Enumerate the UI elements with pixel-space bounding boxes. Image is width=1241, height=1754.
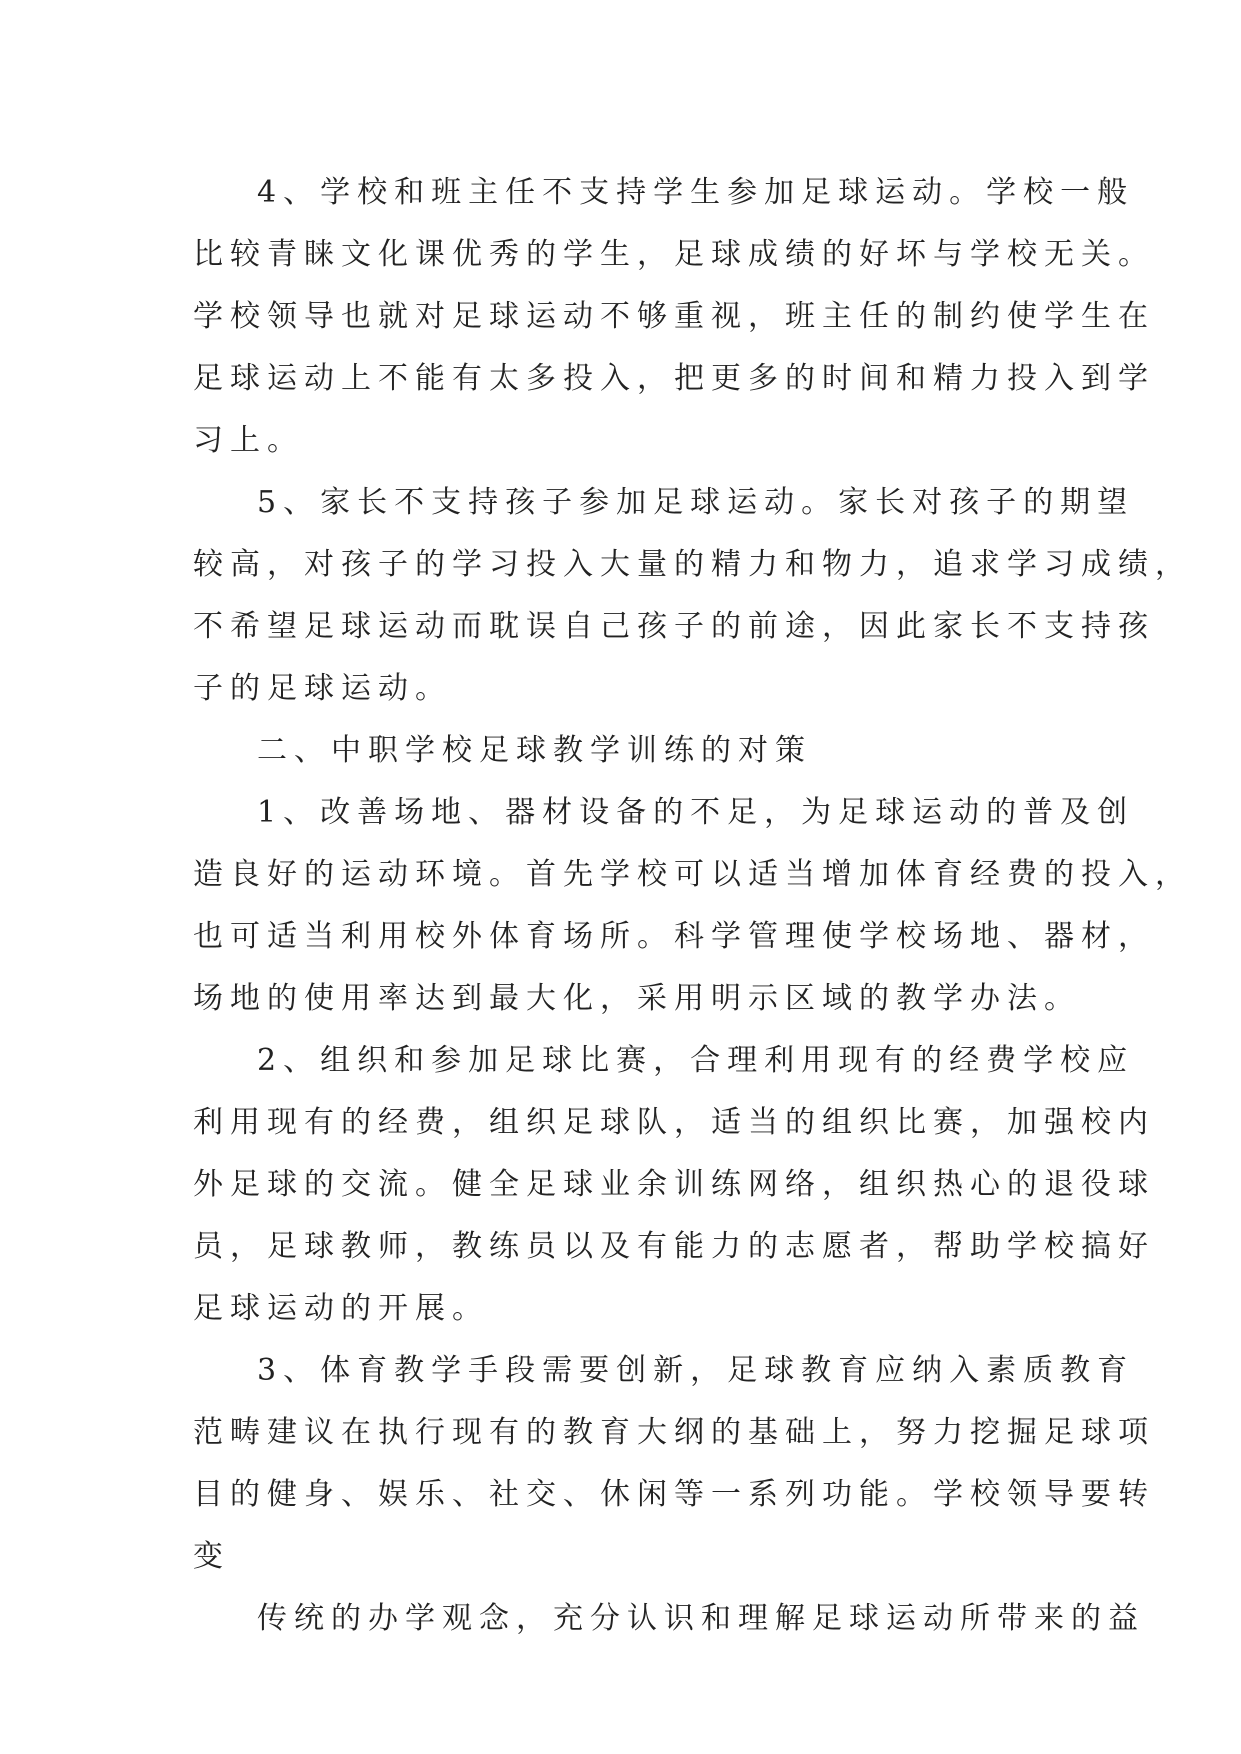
text-line: 子的足球运动。 — [193, 671, 452, 706]
paragraph-parent-support — [193, 472, 1192, 720]
paragraph-school-support — [193, 162, 1155, 472]
text-line: 范畴建议在执行现有的教育大纲的基础上，努力挖掘足球项 — [193, 1415, 1155, 1450]
text-line: 足球运动上不能有太多投入，把更多的时间和精力投入到学 — [193, 361, 1155, 396]
section-heading — [193, 720, 1073, 782]
text-line: 学校领导也就对足球运动不够重视，班主任的制约使学生在 — [193, 299, 1155, 334]
text-line: 也可适当利用校外体育场所。科学管理使学校场地、器材， — [193, 919, 1155, 954]
text-line: 习上。 — [193, 423, 304, 458]
text-line: 5、家长不支持孩子参加足球运动。家长对孩子的期望 — [257, 485, 1135, 520]
heading-text: 二、中职学校足球教学训练的对策 — [257, 733, 812, 768]
text-line: 外足球的交流。健全足球业余训练网络，组织热心的退役球 — [193, 1167, 1155, 1202]
text-line: 不希望足球运动而耽误自己孩子的前途，因此家长不支持孩 — [193, 609, 1155, 644]
text-line: 4、学校和班主任不支持学生参加足球运动。学校一般 — [257, 175, 1135, 210]
text-line: 足球运动的开展。 — [193, 1291, 489, 1326]
text-line: 利用现有的经费，组织足球队，适当的组织比赛，加强校内 — [193, 1105, 1155, 1140]
text-line: 2、组织和参加足球比赛，合理利用现有的经费学校应 — [257, 1043, 1135, 1078]
text-line: 较高，对孩子的学习投入大量的精力和物力，追求学习成绩， — [193, 547, 1192, 582]
text-line: 1、改善场地、器材设备的不足，为足球运动的普及创 — [257, 795, 1135, 830]
document-body — [193, 162, 1192, 1650]
text-line: 场地的使用率达到最大化，采用明示区域的教学办法。 — [193, 981, 1081, 1016]
paragraph-teaching-innovation — [193, 1340, 1155, 1588]
paragraph-facilities — [193, 782, 1192, 1030]
text-line: 比较青睐文化课优秀的学生，足球成绩的好坏与学校无关。 — [193, 237, 1155, 272]
text-line: 3、体育教学手段需要创新，足球教育应纳入素质教育 — [257, 1353, 1135, 1388]
text-line: 传统的办学观念，充分认识和理解足球运动所带来的益 — [257, 1601, 1145, 1636]
text-line: 目的健身、娱乐、社交、休闲等一系列功能。学校领导要转 — [193, 1477, 1155, 1512]
text-line: 造良好的运动环境。首先学校可以适当增加体育经费的投入， — [193, 857, 1192, 892]
text-line: 变 — [193, 1539, 230, 1574]
paragraph-continuation — [193, 1588, 1145, 1650]
paragraph-competitions — [193, 1030, 1155, 1340]
text-line: 员，足球教师，教练员以及有能力的志愿者，帮助学校搞好 — [193, 1229, 1155, 1264]
